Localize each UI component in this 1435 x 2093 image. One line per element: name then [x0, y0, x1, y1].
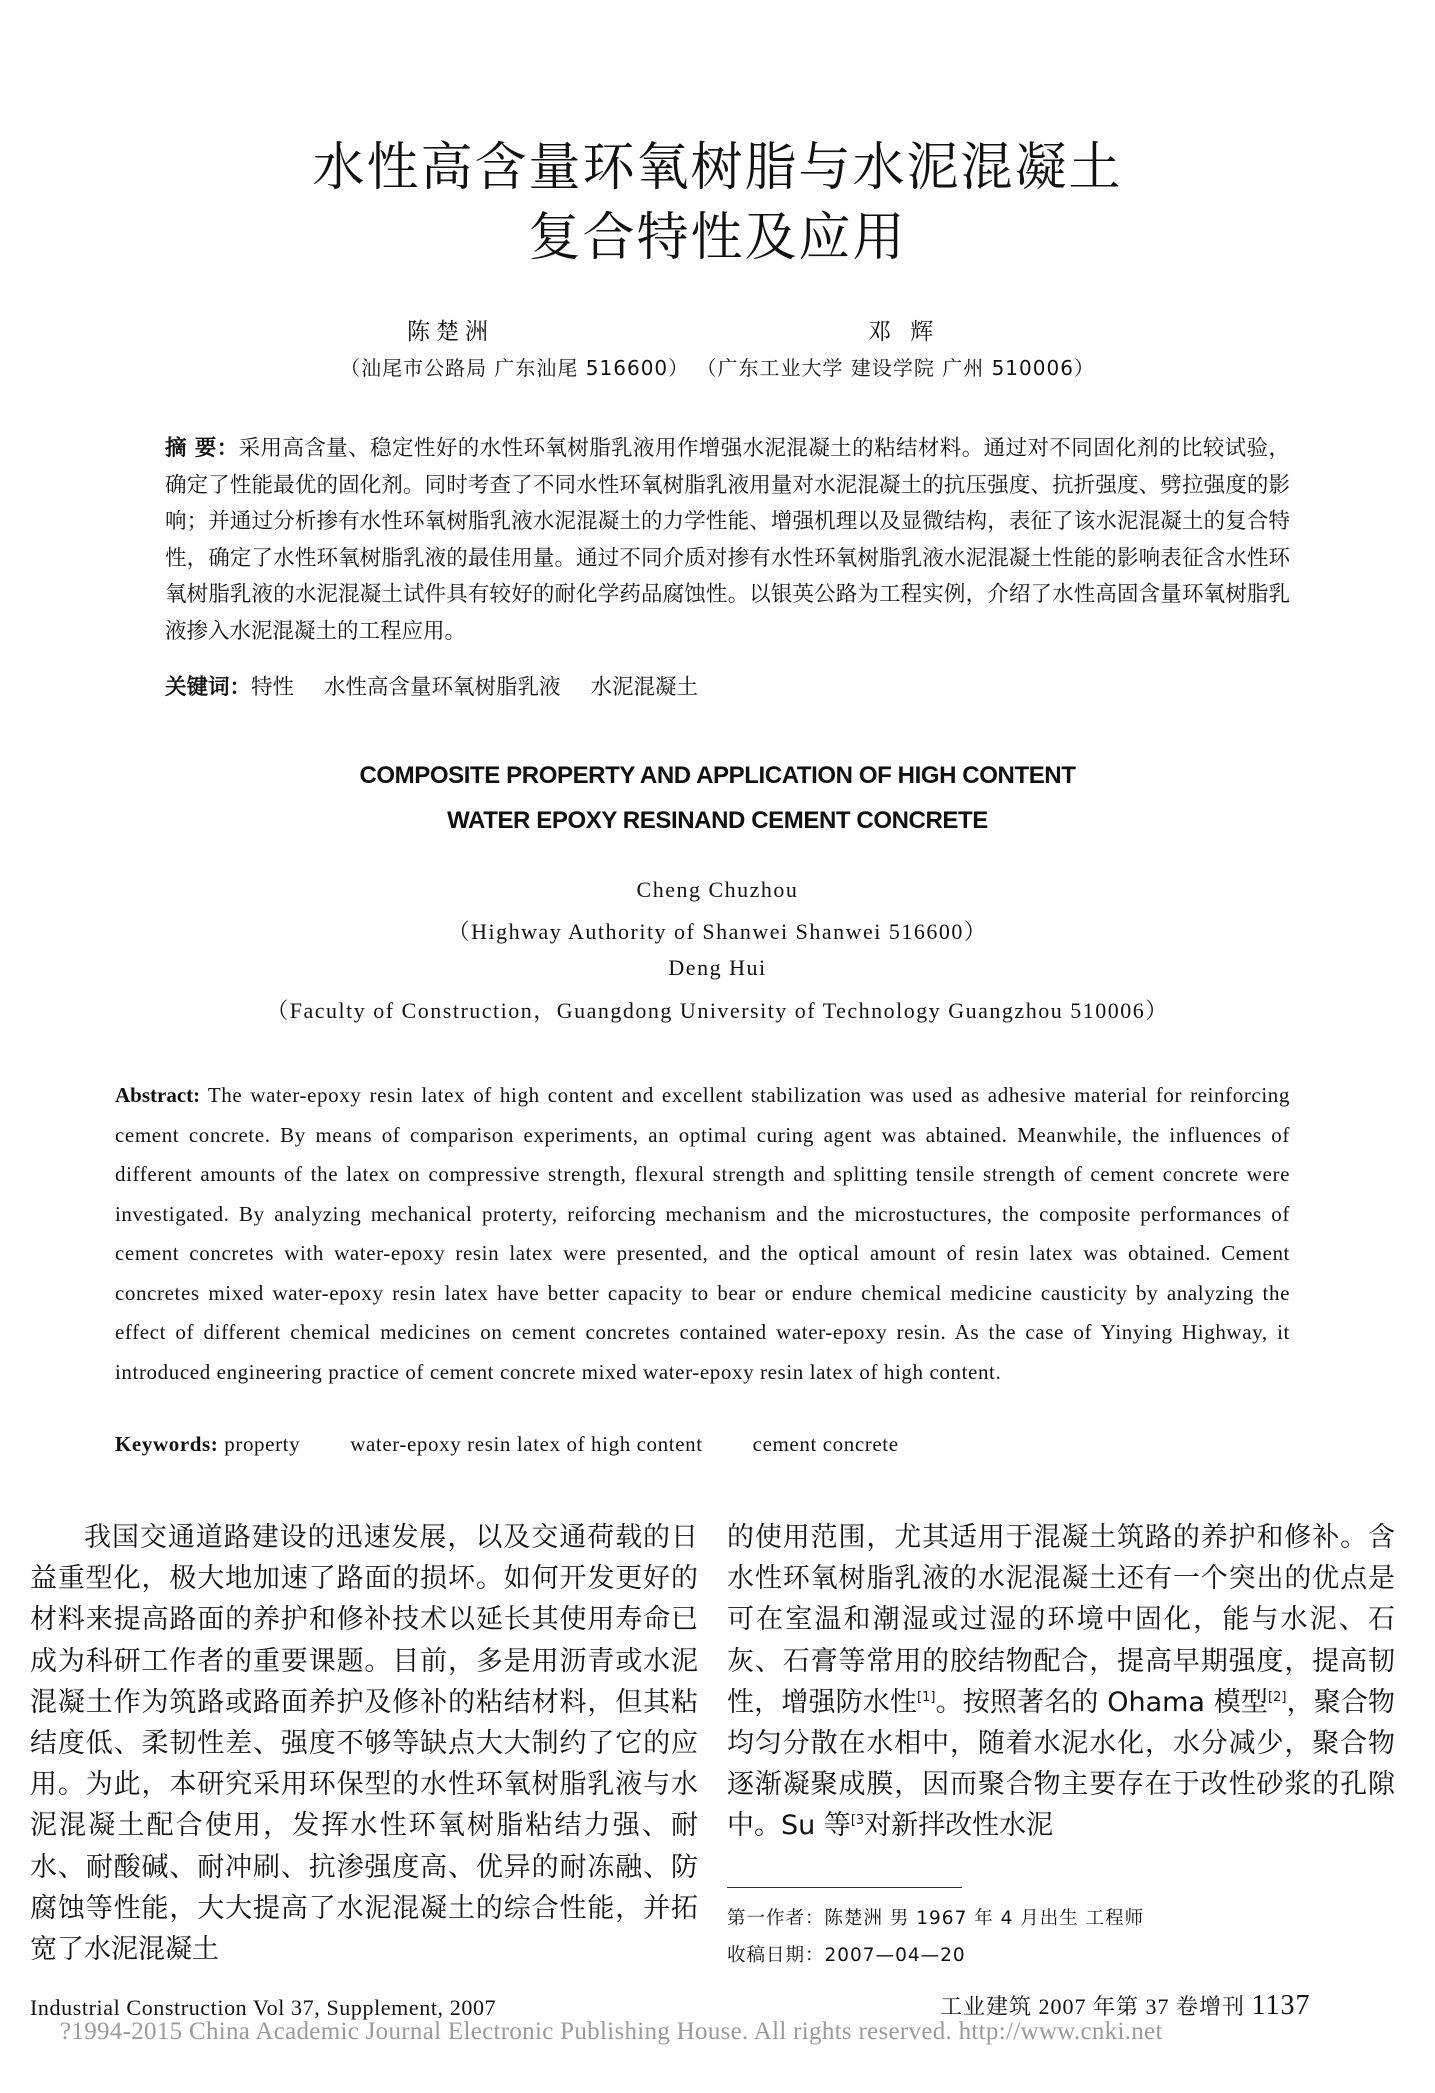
footnote-author: 第一作者：陈楚洲 男 1967 年 4 月出生 工程师: [727, 1908, 1145, 1929]
keyword-en: cement concrete: [752, 1432, 899, 1456]
title-en: [0, 753, 1435, 843]
body-paragraph: [727, 1517, 1395, 1847]
body-text: 对新拌改性水泥: [864, 1810, 1054, 1842]
keywords-en-label: Keywords:: [115, 1432, 219, 1456]
page-number: 1137: [1251, 1990, 1311, 2021]
keyword-cn: 水泥混凝土: [590, 675, 699, 700]
affiliation-cn: （汕尾市公路局 广东汕尾 516600） （广东工业大学 建设学院 广州 510006）: [340, 356, 1095, 380]
abstract-en: [115, 1076, 1290, 1392]
body-column-left: [30, 1517, 698, 1970]
citation-ref: [1]: [917, 1689, 936, 1705]
body-text: ，聚合物均匀分散在水相中，随着水泥水化，水分减少，聚合物逐渐凝聚成膜，因而聚合物主要存在于改性砂浆的孔隙中。Su 等: [727, 1686, 1396, 1842]
footnote: [727, 1900, 1397, 1974]
affiliation-en-1: （Highway Authority of Shanwei Shanwei 516600）: [447, 919, 988, 944]
author-cn-2: 邓 辉: [868, 319, 940, 345]
title-cn-line1: 水性高含量环氧树脂与水泥混凝土: [312, 138, 1123, 198]
footnote-received: 收稿日期：2007—04—20: [727, 1945, 966, 1966]
abstract-cn-label: 摘 要：: [165, 436, 239, 461]
keyword-cn: 水性高含量环氧树脂乳液: [324, 675, 561, 700]
abstract-en-label: Abstract:: [115, 1083, 201, 1107]
footer-journal-en: Industrial Construction Vol 37, Supplement, 2007: [30, 1995, 497, 2020]
abstract-cn: [165, 431, 1290, 650]
author-en-2: Deng Hui: [668, 955, 767, 980]
keywords-en: [115, 1432, 1290, 1457]
footer-journal-cn-text: 工业建筑 2007 年第 37 卷增刊: [940, 1994, 1246, 2019]
body-column-right: [727, 1517, 1395, 1847]
body-text: 的使用范围，尤其适用于混凝土筑路的养护和修补。含水性环氧树脂乳液的水泥混凝土还有一个突出的优点是可在室温和潮湿或过湿的环境中固化，能与水泥、石灰、石膏等常用的胶结物配合，提高早期强度，提高韧性，增强防水性: [727, 1522, 1395, 1718]
keywords-cn: [165, 670, 1290, 701]
abstract-en-text: The water-epoxy resin latex of high content and excellent stabilization was used as adhesive material for reinforcing cement concrete. By means of comparison experiments, an optimal curing agent was abtained. Meanwhile, the influences of different amounts of the latex on compressive strength, flexural strength and splitting tensile strength of cement concrete were investigated. By analyzing mechanical proterty, reiforcing mechanism and the microstuctures, the composite performances of cement concretes with water-epoxy resin latex were presented, and the optical amount of resin latex was obtained. Cement concretes mixed water-epoxy resin latex have better capacity to bear or endure chemical medicine causticity by analyzing the effect of different chemical medicines on cement concretes contained water-epoxy resin. As the case of Yinying Highway, it introduced engineering practice of cement concrete mixed water-epoxy resin latex of high content.: [115, 1083, 1290, 1384]
body-paragraph: 我国交通道路建设的迅速发展，以及交通荷载的日益重型化，极大地加速了路面的损坏。如何开发更好的材料来提高路面的养护和修补技术以延长其使用寿命已成为科研工作者的重要课题。目前，多是用沥青或水泥混凝土作为筑路或路面养护及修补的粘结材料，但其粘结度低、柔韧性差、强度不够等缺点大大制约了它的应用。为此，本研究采用环保型的水性环氧树脂乳液与水泥混凝土配合使用，发挥水性环氧树脂粘结力强、耐水、耐酸碱、耐冲刷、抗渗强度高、优异的耐冻融、防腐蚀等性能，大大提高了水泥混凝土的综合性能，并拓宽了水泥混凝土: [30, 1522, 698, 1966]
copyright-watermark: ?1994-2015 China Academic Journal Electronic Publishing House. All rights reserved. http://www.cnki.net: [60, 2018, 1163, 2045]
title-en-line1: COMPOSITE PROPERTY AND APPLICATION OF HIGH CONTENT: [359, 762, 1076, 789]
footnote-divider: [727, 1887, 962, 1888]
body-text: 。按照著名的 Ohama 模型: [935, 1686, 1268, 1718]
keyword-en: water-epoxy resin latex of high content: [350, 1432, 703, 1456]
keywords-cn-label: 关键词：: [165, 675, 252, 700]
title-en-line2: WATER EPOXY RESINAND CEMENT CONCRETE: [447, 807, 988, 834]
author-cn-1: 陈楚洲: [407, 319, 494, 345]
keyword-cn: 特性: [251, 675, 295, 700]
title-cn-line2: 复合特性及应用: [528, 208, 907, 268]
affiliation-en-2: （Faculty of Construction，Guangdong University of Technology Guangzhou 510006）: [266, 998, 1169, 1023]
keyword-en: property: [224, 1432, 301, 1456]
citation-ref: [2]: [1268, 1689, 1287, 1705]
author-en-1: Cheng Chuzhou: [636, 877, 799, 902]
citation-ref: [3: [850, 1813, 865, 1829]
abstract-cn-text: 采用高含量、稳定性好的水性环氧树脂乳液用作增强水泥混凝土的粘结材料。通过对不同固化剂的比较试验，确定了性能最优的固化剂。同时考查了不同水性环氧树脂乳液用量对水泥混凝土的抗压强度、抗折强度、劈拉强度的影响；并通过分析掺有水性环氧树脂乳液水泥混凝土的力学性能、增强机理以及显微结构，表征了该水泥混凝土的复合特性，确定了水性环氧树脂乳液的最佳用量。通过不同介质对掺有水性环氧树脂乳液水泥混凝土性能的影响表征含水性环氧树脂乳液的水泥混凝土试件具有较好的耐化学药品腐蚀性。以银英公路为工程实例，介绍了水性高固含量环氧树脂乳液掺入水泥混凝土的工程应用。: [165, 436, 1290, 644]
